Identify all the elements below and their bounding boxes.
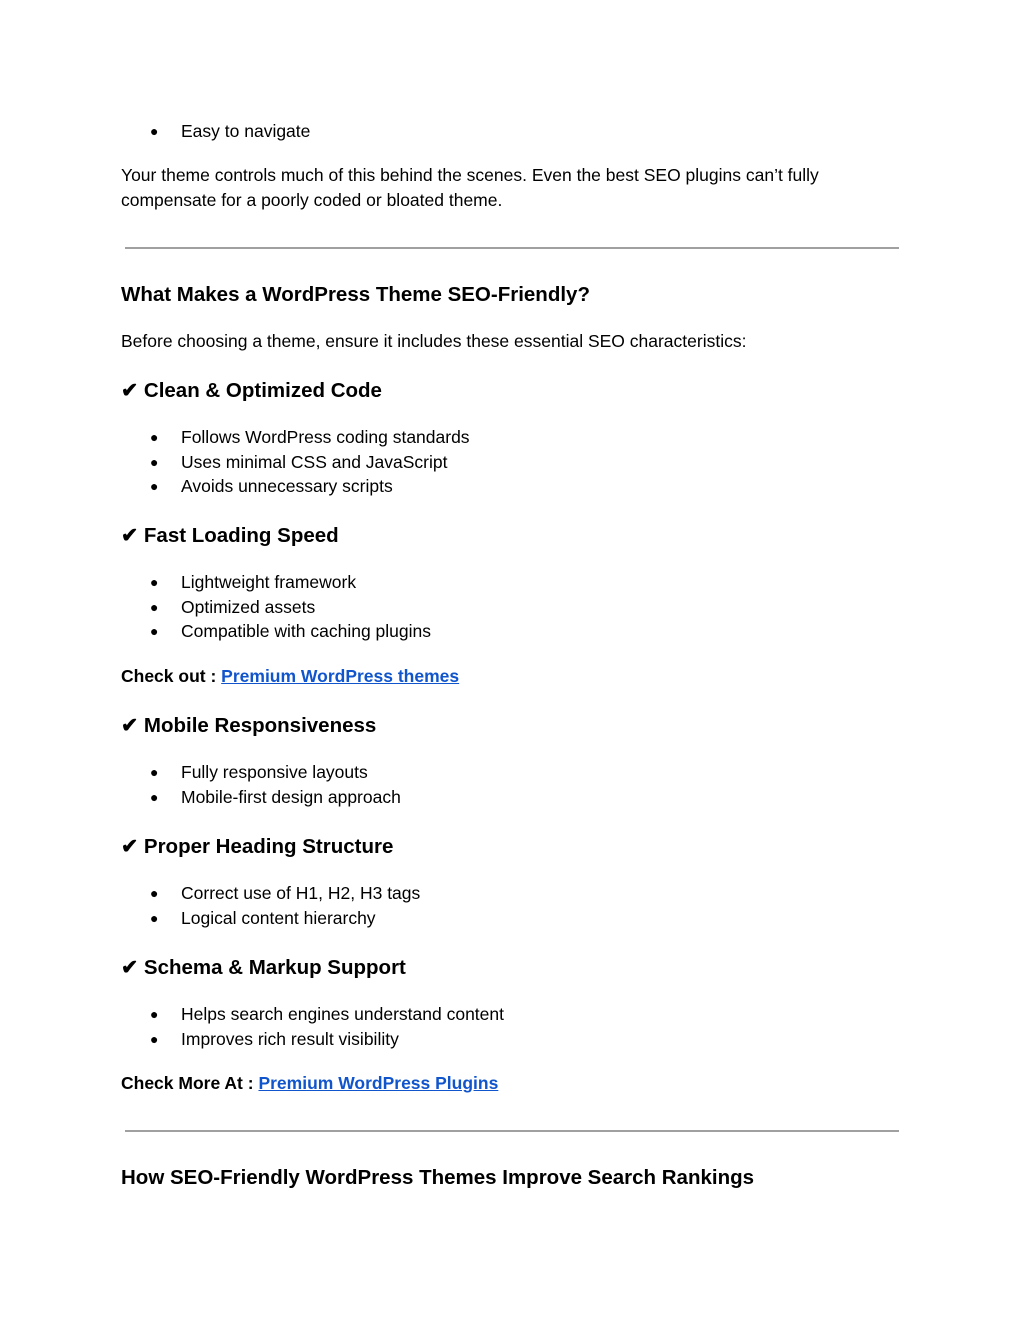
bullet-icon: ● (150, 764, 159, 780)
bullet-icon: ● (150, 453, 159, 470)
bullet-icon: ● (150, 885, 159, 901)
checkmark-icon: ✔ (121, 524, 139, 547)
intro-paragraph: Your theme controls much of this behind the scenes. Even the best SEO plugins can’t fully compensate for a poorly coded or bloated theme. (121, 165, 819, 210)
premium-themes-link[interactable]: Premium WordPress themes (221, 666, 460, 686)
list-item: ● Avoids unnecessary scripts (150, 474, 470, 499)
list-item: ● Mobile-first design approach (150, 785, 401, 810)
checkmark-icon: ✔ (121, 835, 139, 858)
bullet-list (150, 881, 420, 930)
list-item: ● Correct use of H1, H2, H3 tags (150, 881, 420, 906)
bullet-icon: ● (150, 623, 159, 639)
list-item: ● Lightweight framework (150, 570, 431, 595)
checkmark-icon: ✔ (121, 714, 139, 737)
list-item: ● Fully responsive layouts (150, 760, 401, 785)
subsection-heading: ✔ Clean & Optimized Code (121, 379, 382, 402)
bullet-icon: ● (150, 1030, 159, 1047)
callout-plugins: Check More At : Premium WordPress Plugins (121, 1073, 499, 1093)
bullet-icon: ● (150, 909, 159, 926)
list-item: ● Improves rich result visibility (150, 1027, 504, 1052)
section-heading: What Makes a WordPress Theme SEO-Friendly? (121, 283, 590, 306)
intro-bullet-list (150, 119, 310, 144)
bullet-icon: ● (150, 478, 159, 494)
subsection-heading: ✔ Mobile Responsiveness (121, 714, 377, 737)
bullet-list (150, 1002, 504, 1051)
bullet-list (150, 570, 431, 644)
subsection-heading: ✔ Proper Heading Structure (121, 835, 394, 858)
list-item: ● Compatible with caching plugins (150, 619, 431, 644)
divider (125, 247, 899, 249)
bullet-icon: ● (150, 598, 159, 615)
bullet-list (150, 425, 470, 499)
bullet-icon: ● (150, 429, 159, 445)
bullet-list (150, 760, 401, 809)
bullet-icon: ● (150, 788, 159, 805)
subsection-heading: ✔ Fast Loading Speed (121, 524, 339, 547)
checkmark-icon: ✔ (121, 956, 139, 979)
bullet-icon: ● (150, 123, 159, 139)
list-item: ● Optimized assets (150, 595, 431, 620)
section-heading: How SEO-Friendly WordPress Themes Improve Search Rankings (121, 1166, 755, 1189)
list-item: ● Easy to navigate (150, 119, 310, 144)
bullet-icon: ● (150, 1006, 159, 1022)
premium-plugins-link[interactable]: Premium WordPress Plugins (258, 1073, 499, 1093)
list-item: ● Follows WordPress coding standards (150, 425, 470, 450)
list-item: ● Helps search engines understand content (150, 1002, 504, 1027)
divider (125, 1130, 899, 1132)
subsection-heading: ✔ Schema & Markup Support (121, 956, 406, 979)
bullet-icon: ● (150, 574, 159, 590)
section-intro: Before choosing a theme, ensure it includes these essential SEO characteristics: (121, 331, 747, 351)
list-item: ● Uses minimal CSS and JavaScript (150, 450, 470, 475)
checkmark-icon: ✔ (121, 379, 139, 402)
callout-themes: Check out : Premium WordPress themes (121, 666, 460, 686)
list-item: ● Logical content hierarchy (150, 906, 420, 931)
